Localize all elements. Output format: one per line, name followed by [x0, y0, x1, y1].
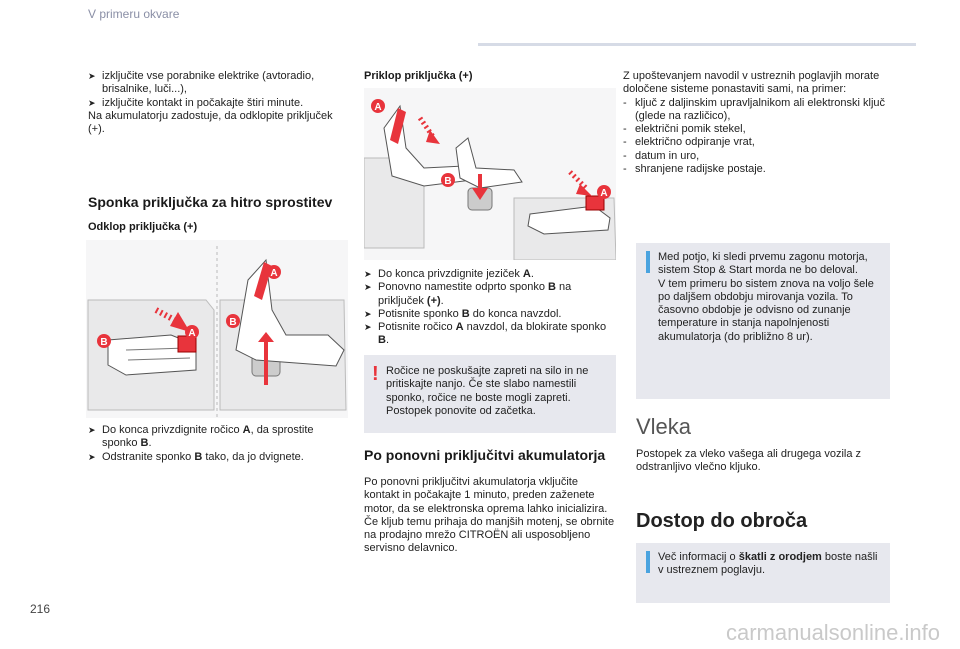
warning-icon: ! — [372, 363, 379, 385]
info-icon — [646, 251, 650, 273]
list-item: ➤ izključite kontakt in počakajte štiri minute. — [88, 96, 304, 109]
info-text: Med potjo, ki sledi prvemu zagonu motorja, sistem Stop & Start morda ne bo deloval. V tem primeru bo sistem znova na voljo šele po daljšem obdobju mirovanja vozila. To časovno obdobje je odvisno od zunanje temperature in stanja napolnjenosti akumulatorja (do približno 8 ur). — [658, 251, 874, 343]
warning-box — [364, 355, 616, 433]
section-heading-dostop: Dostop do obroča — [636, 510, 808, 532]
col1-top — [88, 70, 346, 136]
clamp-connect-figure — [364, 88, 616, 260]
list-item: ➤ Do konca privzdignite ročico A, da sprostite sponko B. — [88, 424, 314, 450]
section-heading: Po ponovni priključitvi akumulatorja — [364, 447, 606, 463]
figure-label: A — [374, 102, 382, 113]
section-heading: Sponka priključka za hitro sprostitev — [88, 194, 333, 210]
figure-label: A — [600, 188, 608, 199]
col2-steps — [364, 268, 616, 348]
list-item: ➤ izključite vse porabnike elektrike (avtoradio, brisalnike, luči...), — [88, 70, 315, 96]
sub-heading: Priklop priključka (+) — [364, 70, 473, 82]
watermark: carmanualsonline.info — [725, 620, 940, 645]
list-item: ➤ Potisnite ročico A navzdol, da blokirate sponko B. — [364, 321, 607, 347]
info-box — [636, 243, 890, 399]
header-title: V primeru okvare — [88, 7, 180, 21]
figure-label: B — [444, 176, 452, 187]
bullet-icon: ➤ — [88, 97, 96, 108]
warning-text: Ročice ne poskušajte zapreti na silo in ne pritiskajte nanjo. Če ste slabo namestili sponko, ročice ne boste mogli zapreti. Postopek ponovite od začetka. — [386, 365, 589, 417]
info-icon — [646, 551, 650, 573]
figure-label: B — [100, 337, 108, 348]
header-divider — [478, 43, 916, 46]
clamp-release-figure — [86, 240, 348, 418]
list-item: ➤ Odstranite sponko B tako, da jo dvignete. — [88, 450, 304, 463]
col1-steps — [88, 424, 346, 464]
page-number: 216 — [30, 602, 51, 616]
vleka-para: Postopek za vleko vašega ali drugega vozila z odstranljivo vlečno kljuko. — [636, 448, 862, 474]
paragraph: Na akumulatorju zadostuje, da odklopite priključek (+). — [88, 109, 333, 136]
list-item: ➤ Ponovno namestite odprto sponko B na priključek (+). — [364, 281, 572, 307]
list-item: - datum in uro, — [623, 149, 700, 162]
sub-heading: Odklop priključka (+) — [88, 221, 198, 233]
bullet-icon: ➤ — [364, 322, 372, 333]
figure-label: A — [188, 328, 196, 339]
col2-para: Po ponovni priključitvi akumulatorja vključite kontakt in počakajte 1 minuto, preden zaženete motor, da se elektronska oprema lahko inicializira. Če kljub temu prihaja do manjših motenj, se obrnite na prodajno mrežo CITROËN ali usposobljeno servisno delavnico. — [364, 476, 615, 555]
list-item: - električno odpiranje vrat, — [623, 136, 755, 149]
bullet-icon: ➤ — [88, 451, 96, 462]
bullet-icon: ➤ — [364, 282, 372, 293]
bullet-icon: ➤ — [364, 308, 372, 319]
section-heading-vleka: Vleka — [636, 414, 692, 439]
bullet-icon: ➤ — [88, 71, 96, 81]
info-text: Več informacij o škatli z orodjem boste našli v ustreznem poglavju. — [658, 551, 878, 577]
bullet-icon: ➤ — [364, 269, 372, 279]
list-item: - električni pomik stekel, — [623, 123, 746, 136]
list-item: - shranjene radijske postaje. — [623, 163, 766, 176]
figure-label: A — [270, 268, 278, 279]
figure-label: B — [229, 317, 237, 328]
list-item: ➤ Do konca privzdignite jeziček A. — [364, 268, 534, 280]
list-item: ➤ Potisnite sponko B do konca navzdol. — [364, 307, 562, 320]
info-box — [636, 543, 890, 603]
list-item: - ključ z daljinskim upravljalnikom ali elektronski ključ (glede na različico), — [623, 96, 886, 122]
col3-intro: Z upoštevanjem navodil v ustreznih poglavjih morate določene sisteme ponastaviti sami, na primer: - ključ z daljinskim upravljalnikom ali elektronski ključ (glede na različico), - električni pomik stekel, - električno odpiranje vrat, - datum in uro, - shranjene radijske postaje. — [623, 70, 888, 176]
bullet-icon: ➤ — [88, 425, 96, 435]
